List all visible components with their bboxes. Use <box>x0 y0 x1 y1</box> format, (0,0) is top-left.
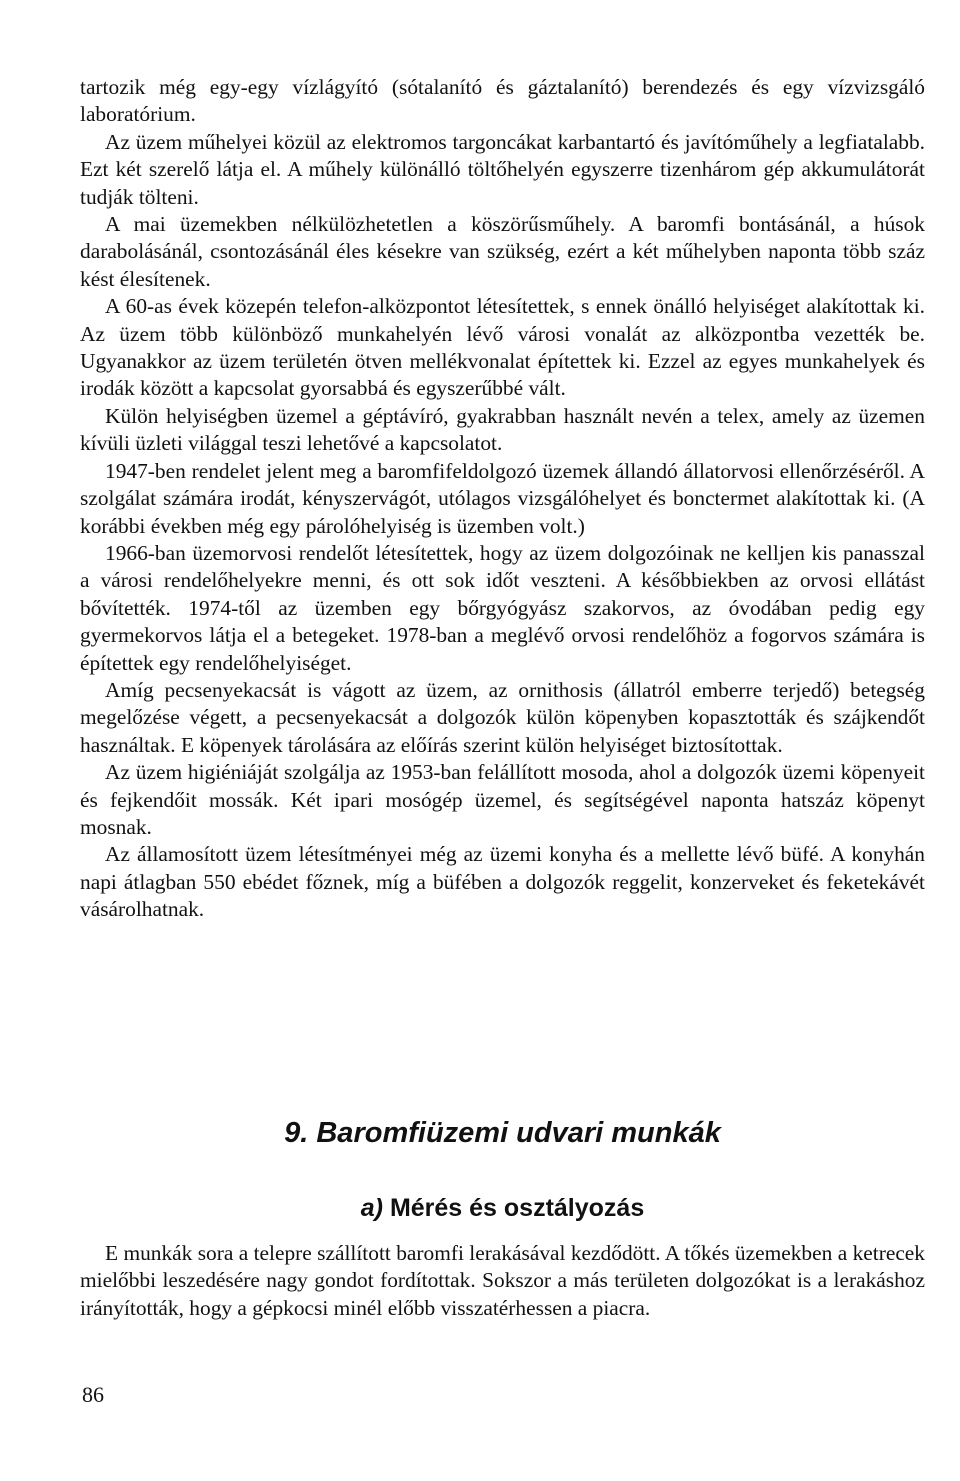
paragraph: Az üzem műhelyei közül az elektromos targoncákat karbantartó és javítóműhely a legfiatalabb. Ezt két szerelő látja el. A műhely különálló töltőhelyén egyszerre tizenhárom gép akkumulátorát tudják tölteni. <box>80 129 925 209</box>
paragraph: Az üzem higiéniáját szolgálja az 1953-ban felállított mosoda, ahol a dolgozók üzemi köpenyeit és fejkendőit mossák. Két ipari mosógép üzemel, és segítségével naponta hatszáz köpenyt mosnak. <box>80 760 925 839</box>
paragraph: tartozik még egy-egy vízlágyító (sótalanító és gáztalanító) berendezés és egy vízvizsgáló laboratórium. <box>80 75 925 127</box>
paragraph: Külön helyiségben üzemel a géptávíró, gyakrabban használt nevén a telex, amely az üzemen kívüli üzleti világgal teszi lehetővé a kapcsolatot. <box>80 403 925 456</box>
section-body-text <box>80 1240 925 1322</box>
section-title-text: Mérés és osztályozás <box>389 1194 645 1222</box>
paragraph: Az államosított üzem létesítményei még az üzemi konyha és a mellette lévő büfé. A konyhán napi átlagban 550 ebédet főznek, míg a büfében a dolgozók reggelit, konzerveket és feketekávét vásárolhatnak. <box>80 842 925 922</box>
page-number: 86 <box>82 1382 104 1407</box>
paragraph: A 60-as évek közepén telefon-alközpontot létesítettek, s ennek önálló helyiséget alakítottak ki. Az üzem több különböző munkahelyén lévő városi vonalát az alközpontba vezették be. Ugyanakkor az üzem területén ötven mellékvonalat építettek ki. Ezzel az egyes munkahelyek és irodák között a kapcsolat gyorsabbá és egyszerűbbé vált. <box>80 294 925 401</box>
section-letter: a) <box>360 1194 383 1222</box>
paragraph: 1947-ben rendelet jelent meg a baromfifeldolgozó üzemek állandó állatorvosi ellenőrzéséről. A szolgálat számára irodát, kényszervágót, utólagos vizsgálóhelyet és bonctermet alakítottak ki. (A korábbi években még egy párolóhelyiség is üzemben volt.) <box>80 458 925 538</box>
paragraph: Amíg pecsenyekacsát is vágott az üzem, az ornithosis (állatról emberre terjedő) betegség megelőzése végett, a pecsenyekacsát a dolgozók külön köpenyben kopasztották és szájkendőt használtak. E köpenyek tárolására az előírás szerint külön helyiséget biztosítottak. <box>80 677 925 757</box>
chapter-title: 9. Baromfiüzemi udvari munkák <box>284 1117 721 1149</box>
section-title <box>80 1190 925 1226</box>
paragraph: A mai üzemekben nélkülözhetetlen a köszörűsműhely. A baromfi bontásánál, a húsok darabolásánál, csontozásánál éles késekre van szükség, ezért a két műhelyben naponta több száz kést élesítenek. <box>80 212 925 291</box>
body-text <box>80 74 925 924</box>
paragraph: 1966-ban üzemorvosi rendelőt létesítettek, hogy az üzem dolgozóinak ne kelljen kis panasszal a városi rendelőhelyekre menni, és ott sok időt veszteni. A későbbiekben az orvosi ellátást bővítették. 1974-től az üzemben egy bőrgyógyász szakorvos, az óvodában pedig egy gyermekorvos látja el a betegeket. 1978-ban a meglévő orvosi rendelőhöz a fogorvos számára is építettek egy rendelőhelyiséget. <box>80 540 925 675</box>
paragraph: E munkák sora a telepre szállított baromfi lerakásával kezdődött. A tőkés üzemekben a ketrecek mielőbbi leszedésére nagy gondot fordítottak. Sokszor a más területen dolgozókat is a lerakáshoz irányították, hogy a gépkocsi minél előbb visszatérhessen a piacra. <box>80 1241 925 1320</box>
